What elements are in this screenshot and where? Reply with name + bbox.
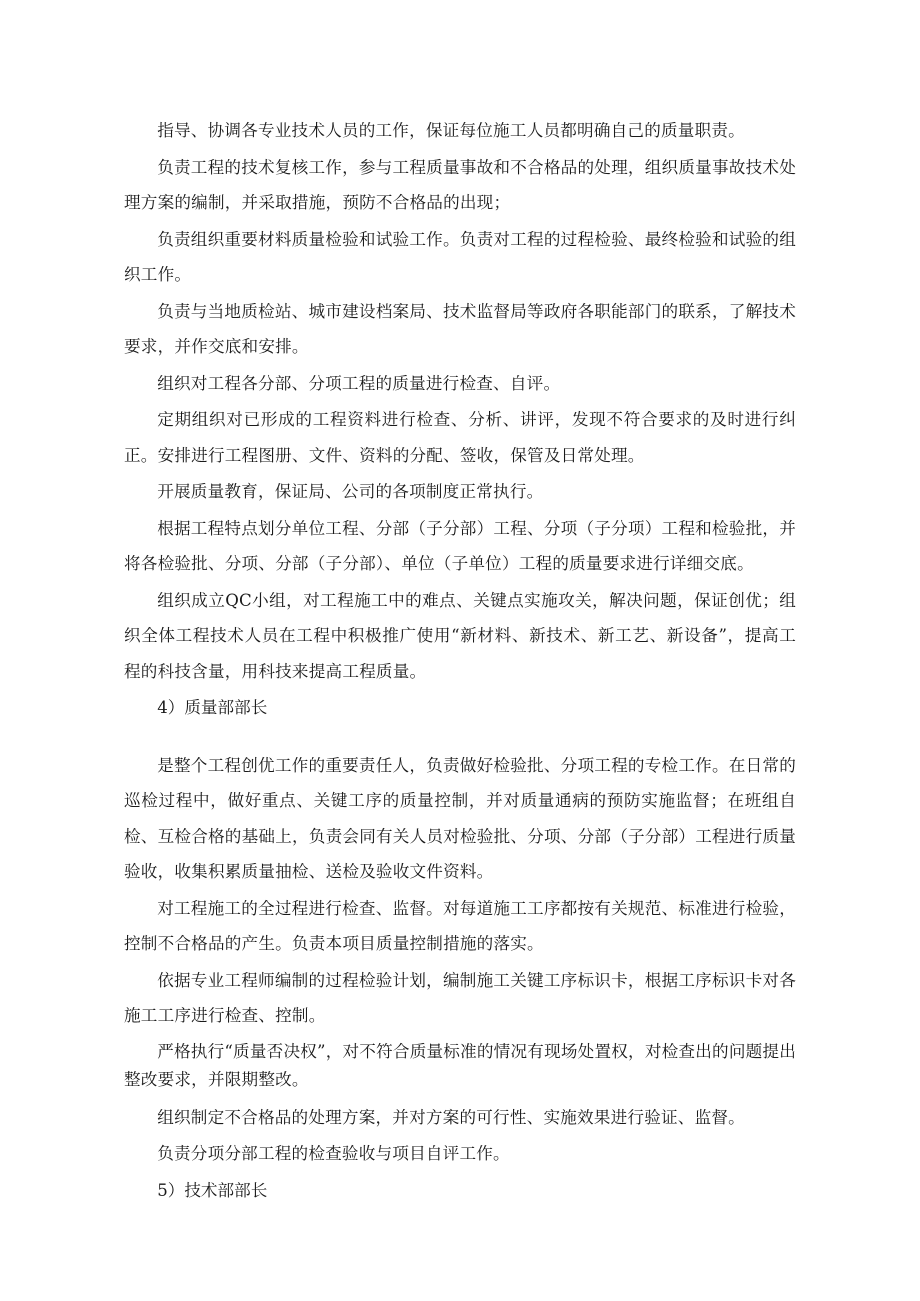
paragraph: 定期组织对已形成的工程资料进行检查、分析、讲评，发现不符合要求的及时进行纠正。安排进行工程图册、文件、资料的分配、签收，保管及日常处理。 bbox=[124, 410, 796, 465]
section-heading-technical-manager: 5）技术部部长 bbox=[157, 1180, 268, 1200]
section-heading-quality-manager: 4）质量部部长 bbox=[157, 698, 268, 717]
paragraph: 负责工程的技术复核工作，参与工程质量事故和不合格品的处理，组织质量事故技术处理方案的编制，并采取措施，预防不合格品的出现； bbox=[124, 157, 796, 212]
paragraph: 根据工程特点划分单位工程、分部（子分部）工程、分项（子分项）工程和检验批，并将各检验批、分项、分部（子分部）、单位（子单位）工程的质量要求进行详细交底。 bbox=[124, 518, 796, 573]
paragraph-quality-veto: 严格执行“质量否决权”，对不符合质量标准的情况有现场处置权，对检查出的问题提出整改要求，并限期整改。 bbox=[124, 1041, 796, 1089]
paragraph: 是整个工程创优工作的重要责任人，负责做好检验批、分项工程的专检工作。在日常的巡检过程中，做好重点、关键工序的质量控制，并对质量通病的预防实施监督；在班组自检、互检合格的基础上，负责会同有关人员对检验批、分项、分部（子分部）工程进行质量验收，收集积累质量抽检、送检及验收文件资料。 bbox=[124, 755, 796, 881]
paragraph: 负责与当地质检站、城市建设档案局、技术监督局等政府各职能部门的联系，了解技术要求，并作交底和安排。 bbox=[124, 301, 796, 356]
paragraph: 指导、协调各专业技术人员的工作，保证每位施工人员都明确自己的质量职责。 bbox=[157, 121, 745, 140]
paragraph: 组织成立QC小组，对工程施工中的难点、关键点实施攻关，解决问题，保证创优；组织全体工程技术人员在工程中积极推广使用“新材料、新技术、新工艺、新设备”，提高工程的科技含量，用科技来提高工程质量。 bbox=[124, 590, 796, 681]
document-body bbox=[124, 113, 796, 1208]
paragraph: 组织制定不合格品的处理方案，并对方案的可行性、实施效果进行验证、监督。 bbox=[157, 1107, 745, 1127]
paragraph: 依据专业工程师编制的过程检验计划，编制施工关键工序标识卡，根据工序标识卡对各施工工序进行检查、控制。 bbox=[124, 970, 796, 1025]
paragraph: 对工程施工的全过程进行检查、监督。对每道施工工序都按有关规范、标准进行检验，控制不合格品的产生。负责本项目质量控制措施的落实。 bbox=[124, 898, 796, 953]
paragraph: 组织对工程各分部、分项工程的质量进行检查、自评。 bbox=[157, 373, 561, 393]
paragraph: 开展质量教育，保证局、公司的各项制度正常执行。 bbox=[157, 482, 544, 501]
paragraph: 负责分项分部工程的检查验收与项目自评工作。 bbox=[157, 1144, 510, 1163]
paragraph: 负责组织重要材料质量检验和试验工作。负责对工程的过程检验、最终检验和试验的组织工作。 bbox=[124, 229, 796, 284]
